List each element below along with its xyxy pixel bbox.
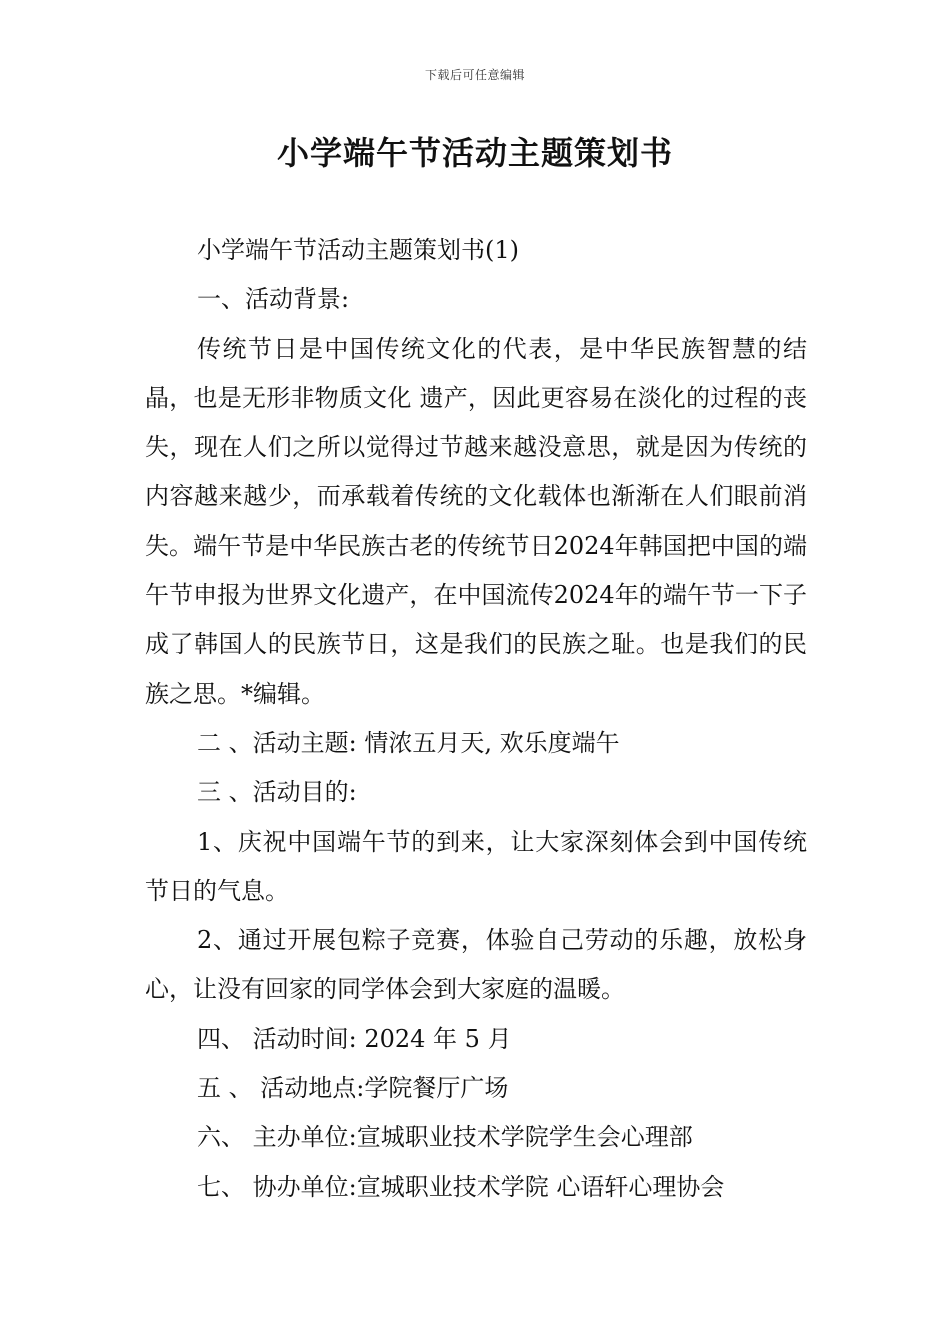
- paragraph-subtitle: 小学端午节活动主题策划书(1): [197, 236, 519, 264]
- paragraph-background-text: 传统节日是中国传统文化的代表，是中华民族智慧的结晶，也是无形非物质文化 遗产，因此更容易在淡化的过程的丧失，现在人们之所以觉得过节越来越没意思，就是因为传统的内容越来越少，而承载着传统的文化载体也渐渐在人们眼前消 失。端午节是中华民族古老的传统节日2024年韩国把中国的端午节申报为世界文化遗产，在中国流传2024年的端午节一下子成了韩国人的民族节日，这是我们的民族之耻。也是我们的民族之思。*编辑。: [145, 334, 807, 708]
- paragraph-purpose-1: 1、庆祝中国端午节的到来，让大家深刻体会到中国传统节日的气息。: [145, 827, 807, 905]
- paragraph-section-theme: 二 、活动主题: 情浓五月天, 欢乐度端午: [197, 728, 620, 757]
- paragraph-section-location: 五 、 活动地点:学院餐厅广场: [197, 1074, 509, 1103]
- header-note: 下载后可任意编辑: [424, 68, 525, 82]
- paragraph-section-co-organizer: 七、 协办单位:宣城职业技术学院 心语轩心理协会: [197, 1172, 725, 1201]
- document-body: [145, 226, 807, 1212]
- paragraph-purpose-2: 2、通过开展包粽子竞赛，体验自己劳动的乐趣，放松身心，让没有回家的同学体会到大家庭的温暖。: [145, 926, 807, 1004]
- paragraph-section-purpose: 三 、活动目的:: [197, 778, 357, 807]
- paragraph-section-organizer: 六、 主办单位:宣城职业技术学院学生会心理部: [197, 1123, 693, 1152]
- document-title: 小学端午节活动主题策划书: [276, 134, 673, 172]
- paragraph-section-background: 一、活动背景:: [197, 285, 350, 314]
- paragraph-section-time: 四、 活动时间: 2024 年 5 月: [197, 1024, 512, 1053]
